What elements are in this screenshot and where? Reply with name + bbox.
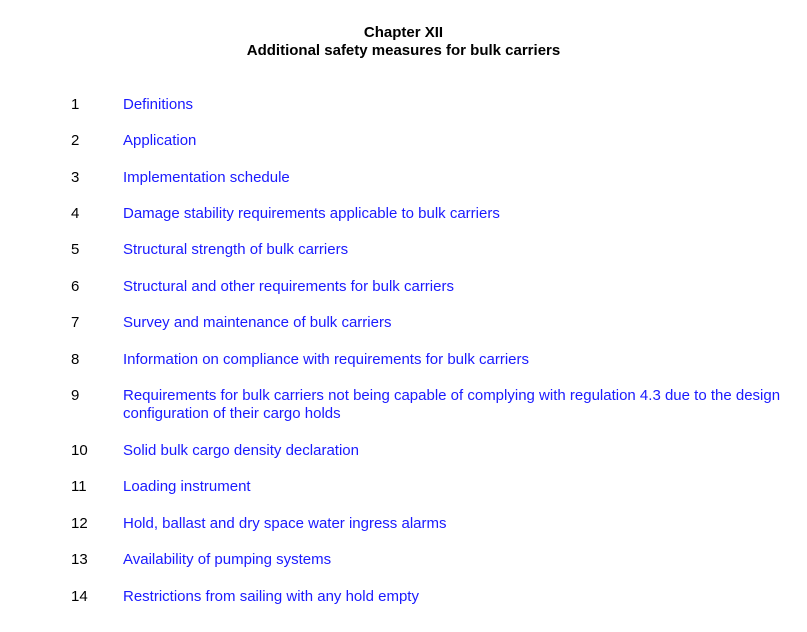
- regulation-link-cargo-density[interactable]: Solid bulk cargo density declaration: [123, 442, 359, 459]
- regulation-link-water-ingress-alarms[interactable]: Hold, ballast and dry space water ingress alarms: [123, 515, 447, 532]
- regulation-number: 1: [71, 96, 80, 113]
- regulation-number: 14: [71, 588, 88, 605]
- regulation-number: 13: [71, 551, 88, 568]
- regulation-link-application[interactable]: Application: [123, 132, 197, 149]
- regulation-number: 3: [71, 169, 80, 186]
- regulation-link-implementation-schedule[interactable]: Implementation schedule: [123, 169, 290, 186]
- regulation-number: 5: [71, 241, 80, 258]
- regulation-number: 11: [71, 478, 87, 495]
- chapter-title: Additional safety measures for bulk carriers: [246, 42, 561, 59]
- regulation-link-compliance-information[interactable]: Information on compliance with requirements for bulk carriers: [123, 351, 530, 368]
- regulation-link-loading-instrument[interactable]: Loading instrument: [123, 478, 251, 495]
- regulation-number: 4: [71, 205, 80, 222]
- regulation-number: 12: [71, 515, 88, 532]
- chapter-number: Chapter XII: [363, 24, 444, 41]
- regulation-link-pumping-systems[interactable]: Availability of pumping systems: [123, 551, 332, 568]
- regulation-link-survey-maintenance[interactable]: Survey and maintenance of bulk carriers: [123, 314, 392, 331]
- regulation-link-structural-other[interactable]: Structural and other requirements for bulk carriers: [123, 278, 454, 295]
- regulation-link-damage-stability[interactable]: Damage stability requirements applicable to bulk carriers: [123, 205, 500, 222]
- regulation-link-definitions[interactable]: Definitions: [123, 96, 194, 113]
- regulation-number: 2: [71, 132, 80, 149]
- regulation-link-structural-strength[interactable]: Structural strength of bulk carriers: [123, 241, 349, 258]
- regulation-link-non-compliant-carriers[interactable]: Requirements for bulk carriers not being capable of complying with regulation 4.3 due to the design configuration of their cargo holds: [123, 387, 781, 422]
- regulation-number: 9: [71, 387, 80, 404]
- regulation-number: 7: [71, 314, 80, 331]
- regulation-link-sailing-restrictions[interactable]: Restrictions from sailing with any hold empty: [123, 588, 419, 605]
- regulation-number: 8: [71, 351, 80, 368]
- regulation-number: 10: [71, 442, 88, 459]
- regulation-number: 6: [71, 278, 80, 295]
